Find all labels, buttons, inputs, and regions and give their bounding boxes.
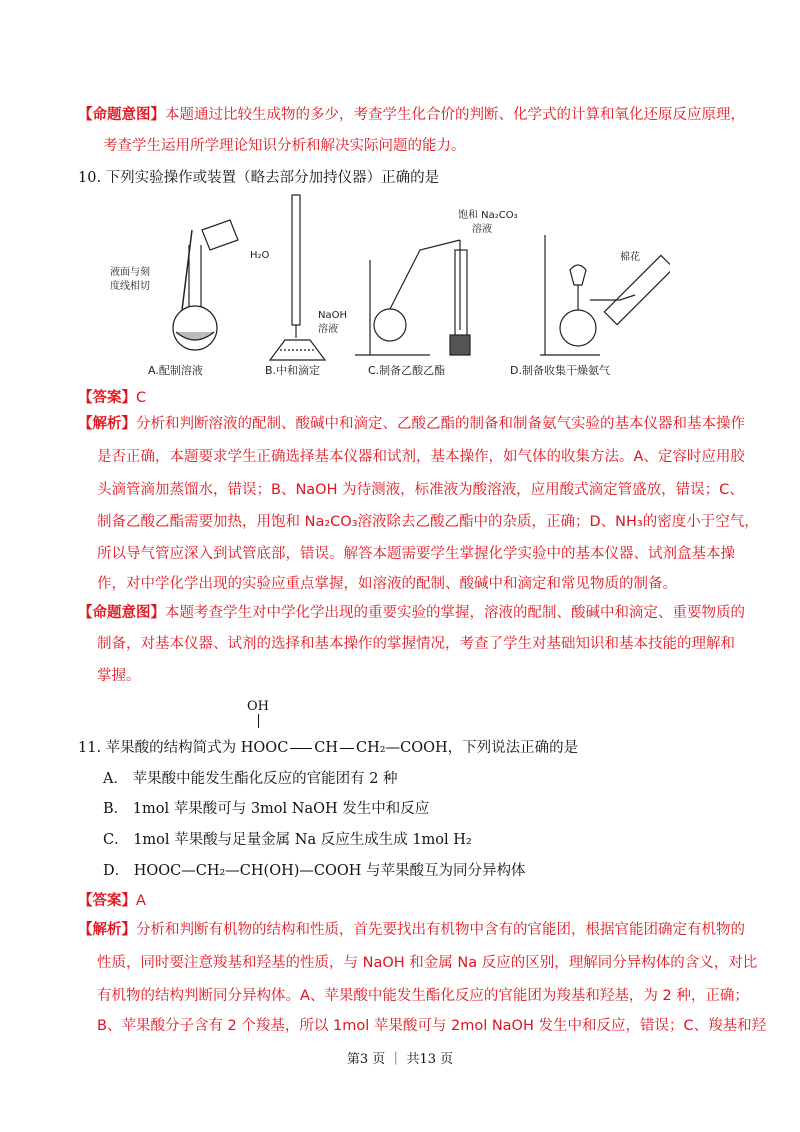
analysis-10-line4: 制备乙酸乙酯需要加热，用饱和 Na₂CO₃溶液除去乙酸乙酯中的杂质，正确；D、NH₃的密度小于空气，	[97, 514, 759, 530]
answer-value: A	[136, 893, 146, 909]
answer-tag: 【答案】	[78, 893, 136, 909]
answer-11	[78, 889, 146, 910]
stem-prefix: 11. 苹果酸的结构简式为 HOOC	[78, 740, 289, 756]
analysis-tag: 【解析】	[78, 922, 136, 938]
option-b: B． 1mol 苹果酸可与 3mol NaOH 发生中和反应	[103, 801, 430, 817]
a-label-line1: 液面与刻	[110, 267, 150, 278]
c-label-line2: 溶液	[472, 224, 492, 235]
apparatus-c	[355, 240, 470, 355]
intent-block-1	[78, 103, 745, 124]
analysis-tag: 【解析】	[78, 416, 136, 432]
b-naoh-line2: 溶液	[318, 324, 338, 335]
apparatus-b	[270, 195, 325, 360]
d-caption: D.制备收集干燥氨气	[510, 364, 610, 377]
question-11-stem	[78, 736, 578, 757]
apparatus-d	[540, 235, 670, 355]
intent-text-line2: 考查学生运用所学理论知识分析和解决实际问题的能力。	[103, 138, 466, 154]
intent-tag: 【命题意图】	[78, 107, 165, 123]
stem-suffix: CH₂—COOH，下列说法正确的是	[356, 740, 579, 756]
analysis-11-line1	[78, 918, 745, 939]
a-caption: A.配制溶液	[148, 364, 203, 377]
intent-tag: 【命题意图】	[78, 605, 165, 621]
intent-text-line1: 本题通过比较生成物的多少，考查学生化合价的判断、化学式的计算和氧化还原反应原理，	[165, 107, 745, 123]
apparatus-figure	[90, 190, 670, 390]
answer-tag: 【答案】	[78, 390, 136, 406]
a-label-line2: 度线相切	[110, 281, 150, 292]
option-a: A． 苹果酸中能发生酯化反应的官能团有 2 种	[103, 771, 398, 787]
oh-bond	[258, 714, 259, 728]
option-d: D． HOOC—CH₂—CH(OH)—COOH 与苹果酸互为同分异构体	[103, 863, 526, 879]
analysis-10-line2: 是否正确，本题要求学生正确选择基本仪器和试剂，基本操作，如气体的收集方法。A、定容时应用胶	[97, 449, 745, 465]
b-caption: B.中和滴定	[265, 364, 321, 377]
oh-group: OH	[247, 699, 269, 714]
intent-10-line2: 制备，对基本仪器、试剂的选择和基本操作的掌握情况，考查了学生对基础知识和基本技能的理解和	[97, 636, 735, 652]
answer-10	[78, 386, 146, 407]
analysis-10-line1	[78, 412, 745, 433]
analysis-10-line5: 所以导气管应深入到试管底部，错误。解答本题需要学生掌握化学实验中的基本仪器、试剂盒基本操	[97, 546, 735, 562]
stem-mid: CH	[314, 740, 339, 756]
option-c: C． 1mol 苹果酸与足量金属 Na 反应生成生成 1mol H₂	[103, 832, 472, 848]
intent-10-line1	[78, 601, 745, 622]
analysis-11-line4: B、苹果酸分子含有 2 个羧基，所以 1mol 苹果酸可与 2mol NaOH 发生中和反应，错误；C、羧基和羟	[97, 1018, 767, 1034]
intent-text: 本题考查学生对中学化学出现的重要实验的掌握，溶液的配制、酸碱中和滴定、重要物质的	[165, 605, 745, 621]
bond-line-2	[340, 748, 354, 749]
analysis-10-line3: 头滴管滴加蒸馏水，错误；B、NaOH 为待测液，标准液为酸溶液，应用酸式滴定管盛放，错误；C、	[97, 482, 744, 498]
b-naoh-line1: NaOH	[318, 310, 347, 321]
question-10-stem: 10. 下列实验操作或装置（略去部分加持仪器）正确的是	[78, 170, 440, 186]
analysis-text: 分析和判断溶液的配制、酸碱中和滴定、乙酸乙酯的制备和制备氨气实验的基本仪器和基本操作	[136, 416, 745, 432]
analysis-11-line2: 性质，同时要注意羧基和羟基的性质，与 NaOH 和金属 Na 反应的区别，理解同分异构体的含义，对比	[97, 955, 758, 971]
answer-value: C	[136, 390, 147, 406]
apparatus-a	[173, 220, 238, 350]
analysis-11-line3: 有机物的结构判断同分异构体。A、苹果酸中能发生酯化反应的官能团为羧基和羟基，为 2 种，正确；	[97, 988, 749, 1004]
analysis-text: 分析和判断有机物的结构和性质，首先要找出有机物中含有的官能团，根据官能团确定有机物的	[136, 922, 745, 938]
c-caption: C.制备乙酸乙酯	[368, 364, 446, 377]
page-footer: 第3 页 ｜ 共13 页	[346, 1052, 454, 1067]
a-h2o: H₂O	[250, 250, 270, 261]
intent-10-line3: 掌握。	[97, 668, 141, 684]
c-label-line1: 饱和 Na₂CO₃	[458, 210, 518, 221]
analysis-10-line6: 作，对中学化学出现的实验应重点掌握，如溶液的配制、酸碱中和滴定和常见物质的制备。	[97, 576, 677, 592]
bond-line	[290, 748, 312, 749]
d-cotton: 棉花	[620, 252, 640, 263]
